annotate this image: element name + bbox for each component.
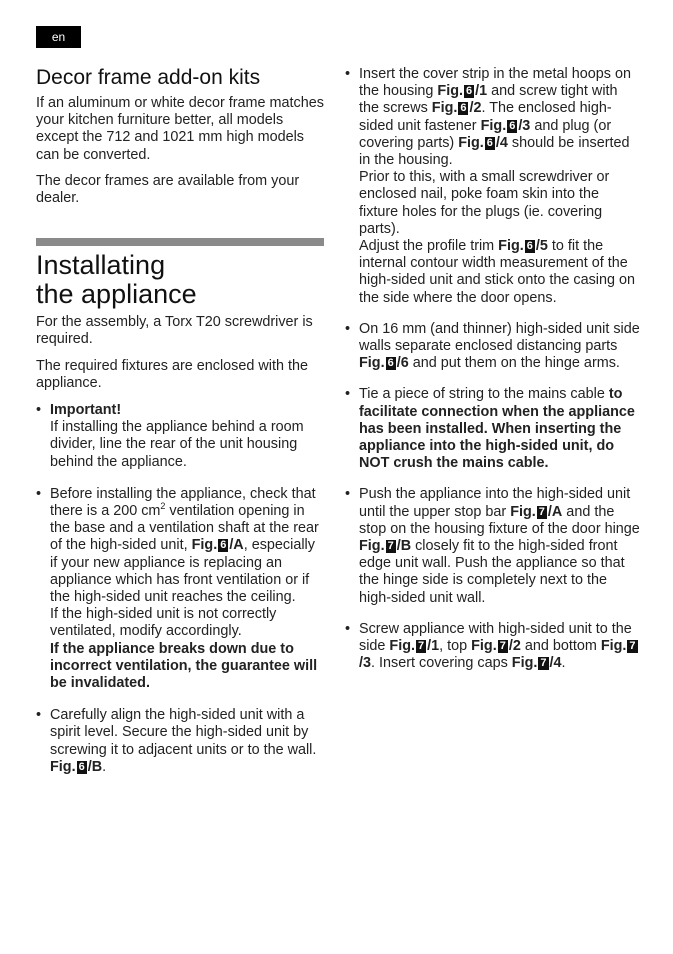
figure-number-badge: 6 bbox=[466, 85, 473, 98]
fig-label: Fig. bbox=[437, 83, 463, 100]
fig-label: Fig. bbox=[191, 537, 218, 554]
ventilation-text-d: If the high-sided unit is not correctly ventilated, modify accordingly. bbox=[50, 606, 277, 640]
fig-label: Fig. bbox=[431, 100, 458, 117]
fig-reference: /1 bbox=[475, 83, 488, 100]
decor-frame-heading: Decor frame add-on kits bbox=[36, 66, 261, 89]
figure-number-badge: 7 bbox=[499, 640, 506, 653]
figure-number-badge: 7 bbox=[417, 640, 425, 653]
installing-heading-line-2: the appliance bbox=[36, 278, 197, 309]
screw-text-d: . Insert covering caps bbox=[371, 655, 512, 672]
figure-number-badge: 6 bbox=[526, 240, 533, 253]
decor-paragraph-1: If an aluminum or white decor frame matches your kitchen furniture better, all models except the 712 and 1021 mm high models can be converted. bbox=[36, 95, 324, 163]
distancing-text-a: On 16 mm (and thinner) high-sided unit side walls separate enclosed distancing parts bbox=[359, 320, 640, 355]
installing-heading bbox=[36, 251, 326, 308]
fig-reference: /3 bbox=[359, 655, 372, 672]
fig-reference: /4 bbox=[549, 655, 562, 672]
screw-text-c: and bottom bbox=[520, 638, 601, 655]
ventilation-text-c: , especially if your new appliance is replacing an appliance which has front ventilation or if the high-sided unit reaches the ceiling. bbox=[50, 537, 315, 606]
fig-reference: /3 bbox=[518, 117, 531, 134]
figure-number-badge: 6 bbox=[387, 357, 394, 370]
install-paragraph-2: The required fixtures are enclosed with the appliance. bbox=[36, 358, 308, 392]
align-text: Carefully align the high-sided unit with a spirit level. Secure the high-sided unit by screwing it to adjacent units or to the wall. bbox=[50, 707, 317, 758]
mains-cable-warning: to facilitate connection when the appliance has been installed. When inserting the appliance into the high-sided unit, do NOT crush the mains cable. bbox=[359, 386, 635, 472]
section-divider bbox=[36, 238, 324, 246]
figure-number-badge: 7 bbox=[387, 540, 394, 553]
figure-number-badge: 6 bbox=[78, 760, 85, 773]
fig-reference: /B bbox=[396, 538, 412, 555]
ventilation-superscript: 2 bbox=[160, 501, 166, 512]
fig-reference: /5 bbox=[535, 238, 548, 255]
bullet-cover-strip bbox=[345, 66, 640, 307]
figure-number-badge: 6 bbox=[486, 136, 493, 149]
push-text-b: and the stop on the housing fixture of the door hinge bbox=[359, 503, 640, 537]
fig-reference: /2 bbox=[469, 100, 482, 117]
fig-label: Fig. bbox=[359, 538, 385, 555]
figure-number-badge: 7 bbox=[540, 657, 547, 670]
important-text: If installing the appliance behind a room divider, line the rear of the unit housing behind the appliance. bbox=[50, 419, 304, 470]
ventilation-text-b: ventilation opening in the base and a ventilation shaft at the rear of the high-sided unit, bbox=[50, 503, 319, 554]
fig-label: Fig. bbox=[510, 503, 536, 520]
important-label: • Important! bbox=[50, 402, 122, 418]
distancing-text-b: and put them on the hinge arms. bbox=[408, 355, 620, 372]
bullet-distancing-parts bbox=[345, 321, 640, 373]
fig-label: Fig. bbox=[600, 638, 627, 655]
bullet-mains-cable bbox=[345, 386, 640, 472]
fig-label: Fig. bbox=[511, 655, 538, 672]
decor-paragraph-2: The decor frames are available from your dealer. bbox=[36, 173, 300, 207]
fig-label: Fig. bbox=[480, 117, 507, 134]
cover-strip-text-b: and screw tight with the screws bbox=[359, 83, 618, 117]
fig-reference: /A bbox=[229, 537, 244, 554]
bullet-screw-appliance bbox=[345, 621, 640, 673]
bullet-align bbox=[36, 707, 326, 776]
cover-strip-text-a: Insert the cover strip in the metal hoops on the housing bbox=[359, 66, 631, 100]
bullet-important bbox=[36, 402, 326, 471]
align-text-end: . bbox=[102, 758, 107, 775]
screw-text-b: , top bbox=[439, 638, 472, 655]
push-text-a: Push the appliance into the high-sided unit until the upper stop bar bbox=[359, 486, 631, 520]
install-paragraph-1: For the assembly, a Torx T20 screwdriver is required. bbox=[36, 314, 313, 348]
figure-number-badge: 7 bbox=[629, 640, 636, 653]
push-text-c: closely fit to the high-sided front edge unit wall. Push the appliance so that the hinge side is completely next to the high-sided unit wall. bbox=[359, 538, 625, 606]
cover-strip-text-c: . The enclosed high-sided unit fastener bbox=[359, 100, 612, 134]
mains-cable-text-a: Tie a piece of string to the mains cable bbox=[359, 386, 609, 403]
fig-label: Fig. bbox=[389, 638, 415, 655]
bullet-push-appliance bbox=[345, 486, 640, 606]
figure-number-badge: 6 bbox=[460, 102, 467, 115]
fig-reference: /4 bbox=[495, 134, 508, 151]
cover-strip-text-h: to fit the internal contour width measurement of the high-sided unit and stick onto the casing on the side where the door opens. bbox=[359, 238, 636, 306]
install-bullet-list-right bbox=[345, 66, 640, 685]
figure-number-badge: 6 bbox=[220, 539, 227, 552]
fig-label: Fig. bbox=[471, 638, 497, 655]
fig-reference: /2 bbox=[508, 638, 521, 655]
cover-strip-text-g: Adjust the profile trim bbox=[359, 238, 499, 255]
cover-strip-text-d: and plug (or covering parts) bbox=[359, 117, 612, 151]
fig-reference: /A bbox=[547, 503, 563, 520]
fig-reference: /B bbox=[87, 758, 103, 775]
figure-number-badge: 7 bbox=[538, 505, 545, 518]
fig-reference: /6 bbox=[396, 355, 409, 372]
screw-text-a: Screw appliance with high-sided unit to the side bbox=[359, 620, 632, 655]
ventilation-text-a: Before installing the appliance, check that there is a 200 cm bbox=[50, 485, 316, 520]
fig-label: Fig. bbox=[498, 238, 524, 255]
language-tag: en bbox=[36, 26, 81, 48]
fig-reference: /1 bbox=[427, 638, 440, 655]
install-bullet-list-left bbox=[36, 402, 326, 788]
guarantee-warning: If the appliance breaks down due to incorrect ventilation, the guarantee will be invalidated. bbox=[50, 640, 318, 692]
fig-label: Fig. bbox=[458, 134, 484, 151]
cover-strip-text-f: Prior to this, with a small screwdriver or enclosed nail, poke foam skin into the fixture holes for the plugs (ie. covering parts). bbox=[359, 169, 610, 237]
figure-number-badge: 6 bbox=[509, 119, 516, 132]
screw-text-e: . bbox=[561, 655, 566, 672]
cover-strip-text-e: should be inserted in the housing. bbox=[359, 134, 630, 169]
fig-label: Fig. bbox=[359, 355, 385, 372]
installing-heading-line-1: Installating bbox=[36, 250, 166, 280]
bullet-ventilation bbox=[36, 486, 326, 692]
fig-label: Fig. bbox=[50, 758, 76, 775]
